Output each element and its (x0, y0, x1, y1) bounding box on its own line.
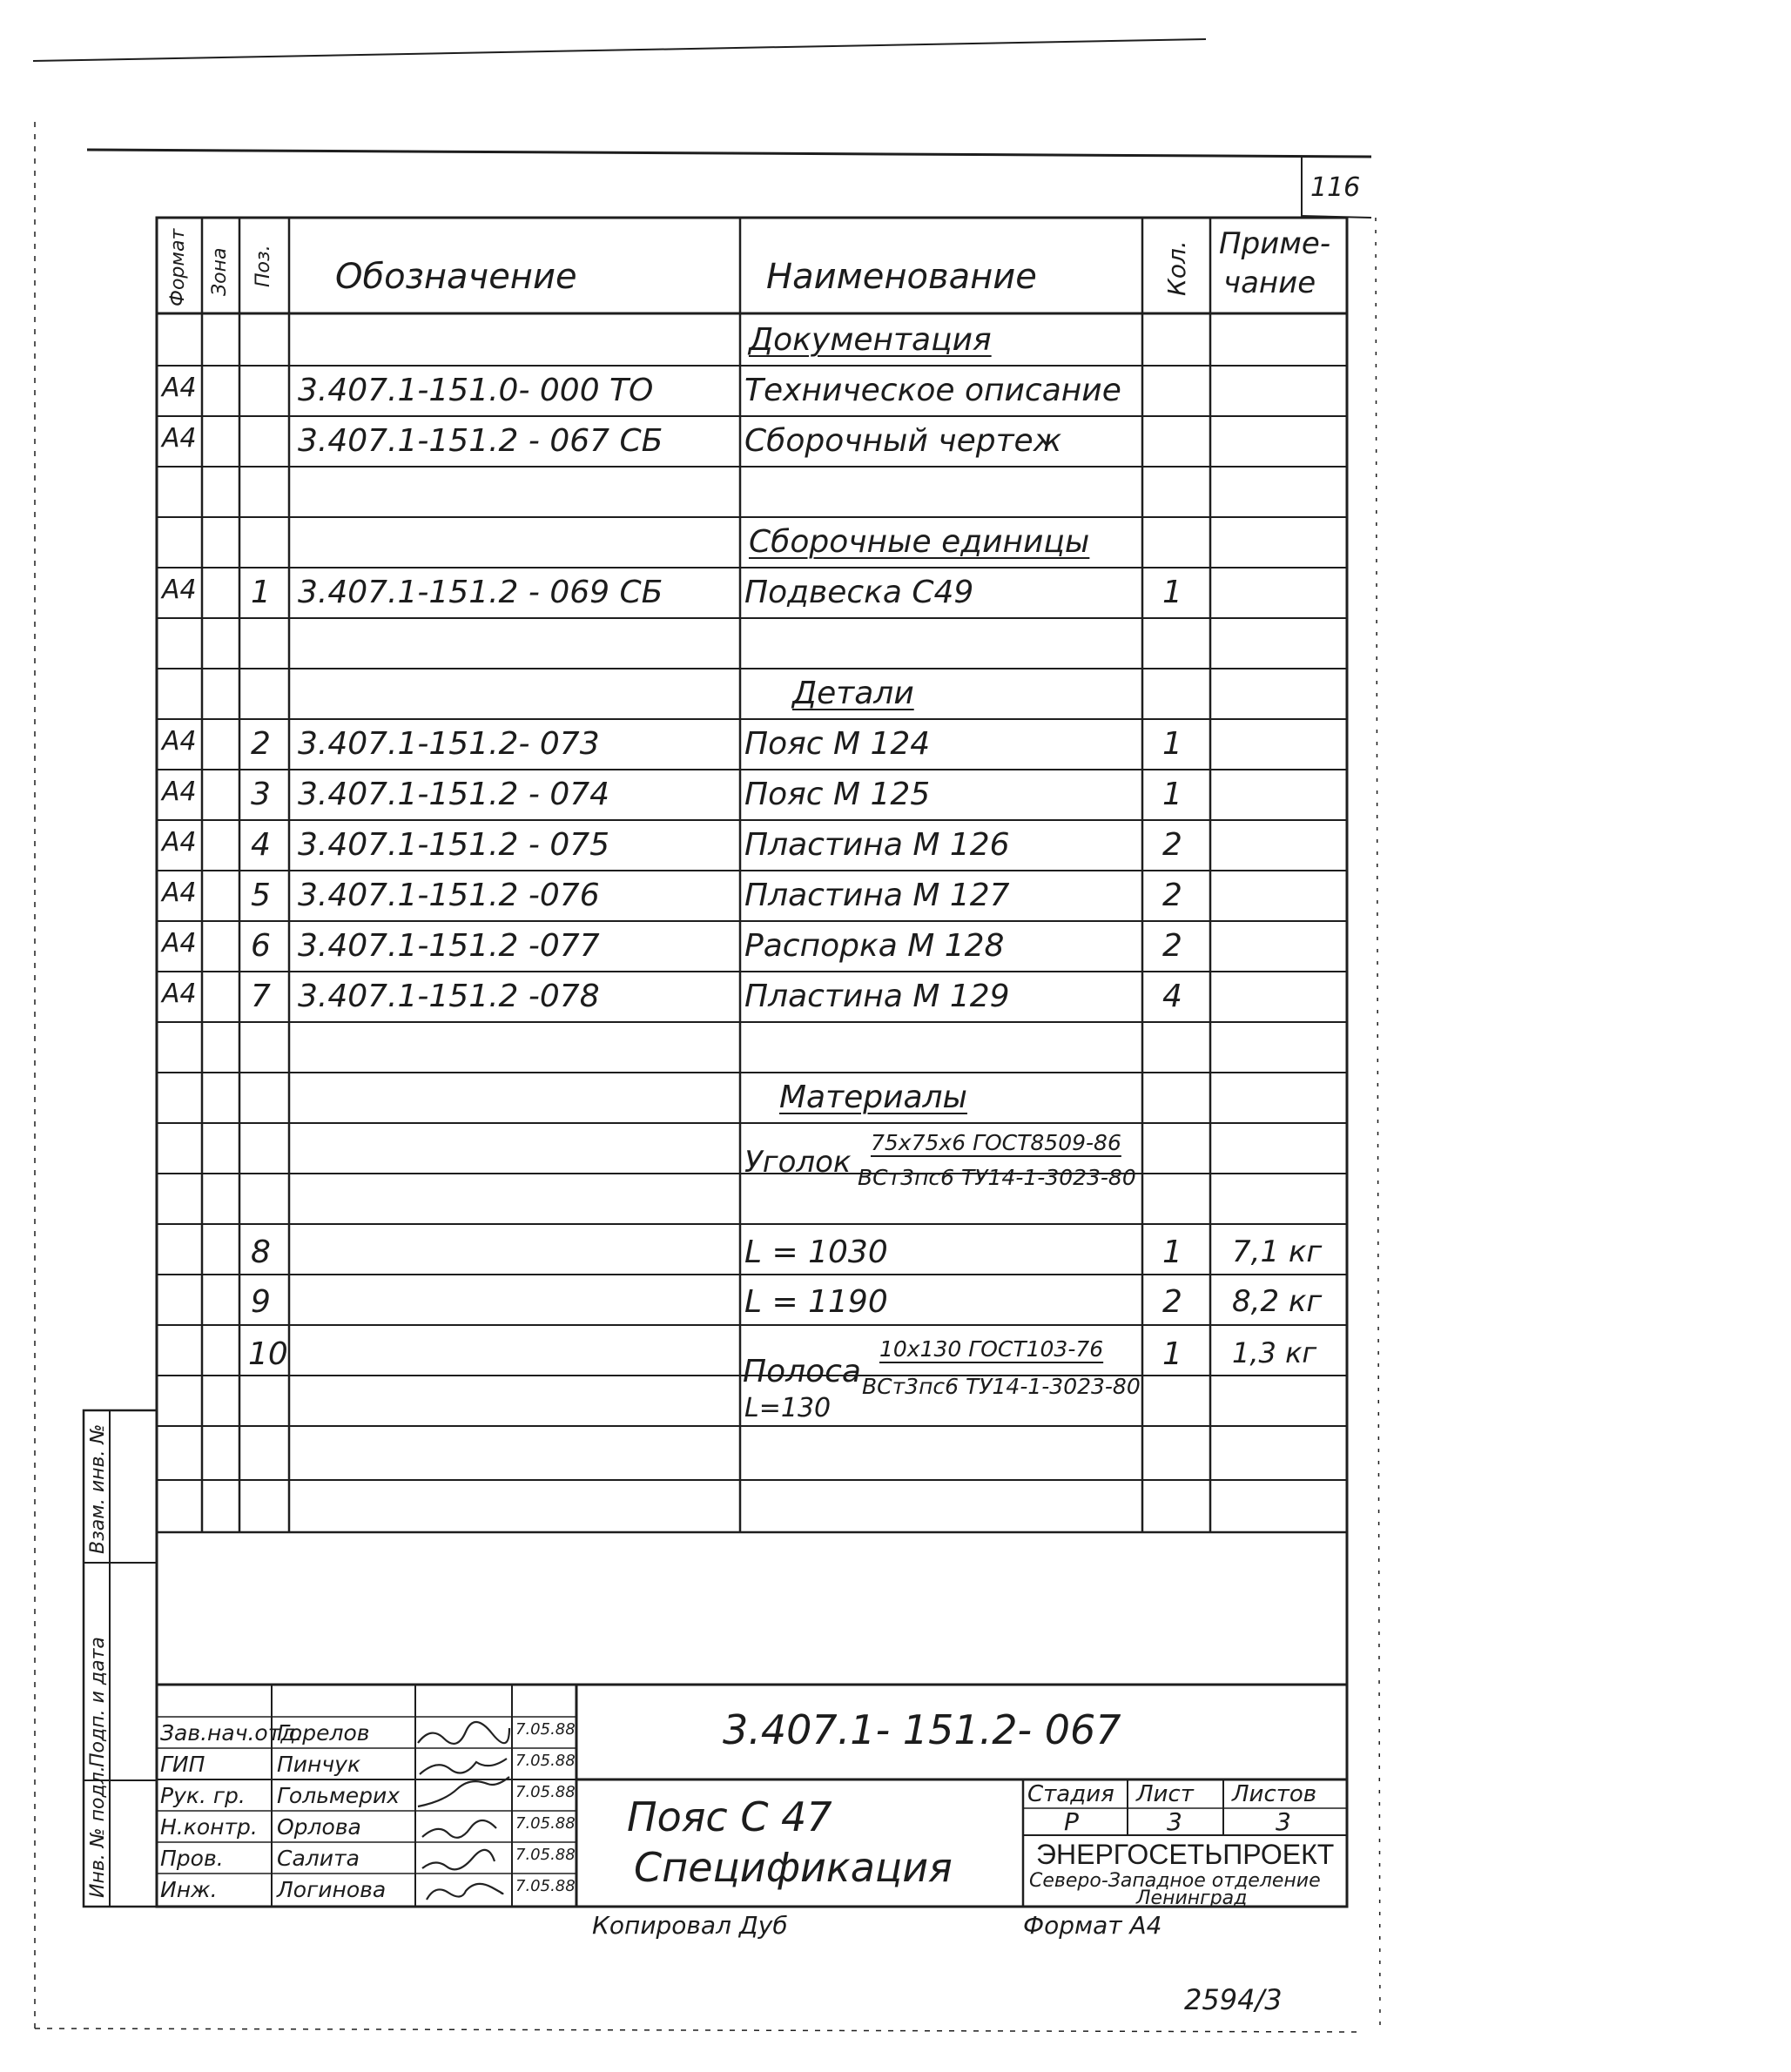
row-pos: 1 (251, 575, 271, 610)
material-qty: 2 (1162, 1284, 1182, 1320)
row-format: А4 (162, 575, 197, 605)
row-pos: 3 (251, 777, 271, 812)
polosa-length: L=130 (744, 1393, 832, 1423)
sheet-label: Лист (1136, 1781, 1194, 1807)
row-qty: 1 (1162, 777, 1182, 812)
row-name: Материалы (779, 1080, 967, 1115)
material-qty: 1 (1162, 1234, 1182, 1270)
signer-role: Зав.нач.отд. (160, 1720, 303, 1746)
signer-date: 7.05.88 (515, 1877, 576, 1895)
row-qty: 2 (1162, 878, 1182, 913)
sheets-label: Листов (1232, 1781, 1317, 1807)
row-qty: 4 (1162, 979, 1182, 1014)
header-name: Наименование (766, 257, 1037, 297)
signer-role: Рук. гр. (160, 1783, 246, 1808)
row-format: А4 (162, 423, 197, 454)
row-format: А4 (162, 928, 197, 959)
polosa-note: 1,3 кг (1232, 1336, 1317, 1369)
row-name: Пластина М 129 (744, 979, 1010, 1014)
row-designation: 3.407.1-151.2 - 067 СБ (298, 423, 663, 459)
row-designation: 3.407.1-151.2 -077 (298, 928, 600, 964)
row-name: Детали (792, 676, 914, 711)
row-qty: 2 (1162, 928, 1182, 964)
row-name: Техническое описание (744, 373, 1121, 408)
polosa-denominator: ВСт3пс6 ТУ14-1-3023-80 (862, 1374, 1141, 1399)
stamp-inv-orig: Инв. № подл. (87, 1766, 109, 1898)
stamp-inv-dup: Взам. инв. № (87, 1423, 109, 1554)
row-designation: 3.407.1-151.2 - 069 СБ (298, 575, 663, 610)
row-designation: 3.407.1-151.2 - 074 (298, 777, 610, 812)
row-format: А4 (162, 373, 197, 403)
signer-date: 7.05.88 (515, 1814, 576, 1833)
row-name: Пояс М 124 (744, 726, 931, 762)
row-designation: 3.407.1-151.2 -078 (298, 979, 600, 1014)
row-name: Сборочные единицы (749, 524, 1090, 560)
org-branch: Северо-Западное отделение (1029, 1870, 1321, 1892)
corner-sheet-number: 116 (1310, 172, 1361, 203)
row-pos: 6 (251, 928, 271, 964)
org-name: ЭНЕРГОСЕТЬПРОЕКТ (1036, 1839, 1335, 1870)
row-designation: 3.407.1-151.2 - 075 (298, 827, 610, 863)
material-pos: 8 (251, 1234, 271, 1270)
signer-name: Пинчук (277, 1752, 361, 1777)
row-name: Сборочный чертеж (744, 423, 1062, 459)
row-qty: 1 (1162, 575, 1182, 610)
signer-date: 7.05.88 (515, 1752, 576, 1770)
row-name: Подвеска С49 (744, 575, 974, 610)
signer-role: ГИП (160, 1752, 205, 1777)
stamp-sign-date: Подп. и дата (87, 1637, 109, 1767)
row-qty: 2 (1162, 827, 1182, 863)
signer-name: Орлова (277, 1814, 361, 1840)
polosa-qty: 1 (1162, 1336, 1182, 1372)
header-note-1: Приме- (1219, 226, 1331, 261)
signer-date: 7.05.88 (515, 1783, 576, 1801)
header-format: Формат (167, 228, 189, 306)
polosa-numerator: 10х130 ГОСТ103-76 (879, 1336, 1104, 1362)
org-city: Ленинград (1136, 1887, 1248, 1909)
footer-copied: Копировал Дуб (592, 1911, 788, 1940)
material-note: 8,2 кг (1232, 1284, 1323, 1319)
row-name: Пояс М 125 (744, 777, 931, 812)
row-name: Пластина М 126 (744, 827, 1010, 863)
footer-archive-number: 2594/3 (1184, 1983, 1283, 2016)
signer-role: Н.контр. (160, 1814, 258, 1840)
document-code: 3.407.1- 151.2- 067 (723, 1706, 1121, 1753)
sheet-value: 3 (1167, 1807, 1182, 1836)
row-name: Документация (749, 322, 992, 358)
polosa-pos: 10 (248, 1336, 288, 1372)
ugolok-label: Уголок (744, 1145, 852, 1180)
row-name: Распорка М 128 (744, 928, 1005, 964)
row-format: А4 (162, 827, 197, 858)
header-note-2: чание (1223, 266, 1316, 300)
signer-name: Гольмерих (277, 1783, 401, 1808)
row-pos: 5 (251, 878, 271, 913)
ugolok-denominator: ВСт3пс6 ТУ14-1-3023-80 (858, 1165, 1136, 1190)
material-name: L = 1190 (744, 1284, 888, 1320)
header-designation: Обозначение (335, 257, 577, 297)
row-format: А4 (162, 777, 197, 807)
signer-name: Горелов (277, 1720, 370, 1746)
header-zone: Зона (209, 247, 231, 296)
row-designation: 3.407.1-151.0- 000 ТО (298, 373, 654, 408)
row-pos: 7 (251, 979, 271, 1014)
signer-role: Пров. (160, 1846, 224, 1871)
signer-role: Инж. (160, 1877, 218, 1902)
header-pos: Поз. (252, 245, 274, 287)
signer-date: 7.05.88 (515, 1720, 576, 1739)
row-name: Пластина М 127 (744, 878, 1010, 913)
stage-value: Р (1064, 1807, 1079, 1836)
ugolok-numerator: 75х75х6 ГОСТ8509-86 (871, 1130, 1121, 1155)
title-line-1: Пояс С 47 (627, 1793, 832, 1840)
row-pos: 4 (251, 827, 271, 863)
signer-date: 7.05.88 (515, 1846, 576, 1864)
material-name: L = 1030 (744, 1234, 888, 1270)
row-pos: 2 (251, 726, 271, 762)
row-designation: 3.407.1-151.2- 073 (298, 726, 600, 762)
footer-format: Формат А4 (1023, 1911, 1162, 1940)
title-line-2: Спецификация (634, 1844, 953, 1891)
material-note: 7,1 кг (1232, 1234, 1323, 1269)
row-format: А4 (162, 878, 197, 908)
header-qty: Кол. (1162, 240, 1191, 296)
row-format: А4 (162, 726, 197, 757)
polosa-label: Полоса (743, 1354, 861, 1389)
signer-name: Логинова (277, 1877, 387, 1902)
row-designation: 3.407.1-151.2 -076 (298, 878, 600, 913)
material-pos: 9 (251, 1284, 271, 1320)
row-format: А4 (162, 979, 197, 1009)
stage-label: Стадия (1027, 1781, 1114, 1807)
row-qty: 1 (1162, 726, 1182, 762)
signer-name: Салита (277, 1846, 360, 1871)
sheets-value: 3 (1276, 1807, 1291, 1836)
